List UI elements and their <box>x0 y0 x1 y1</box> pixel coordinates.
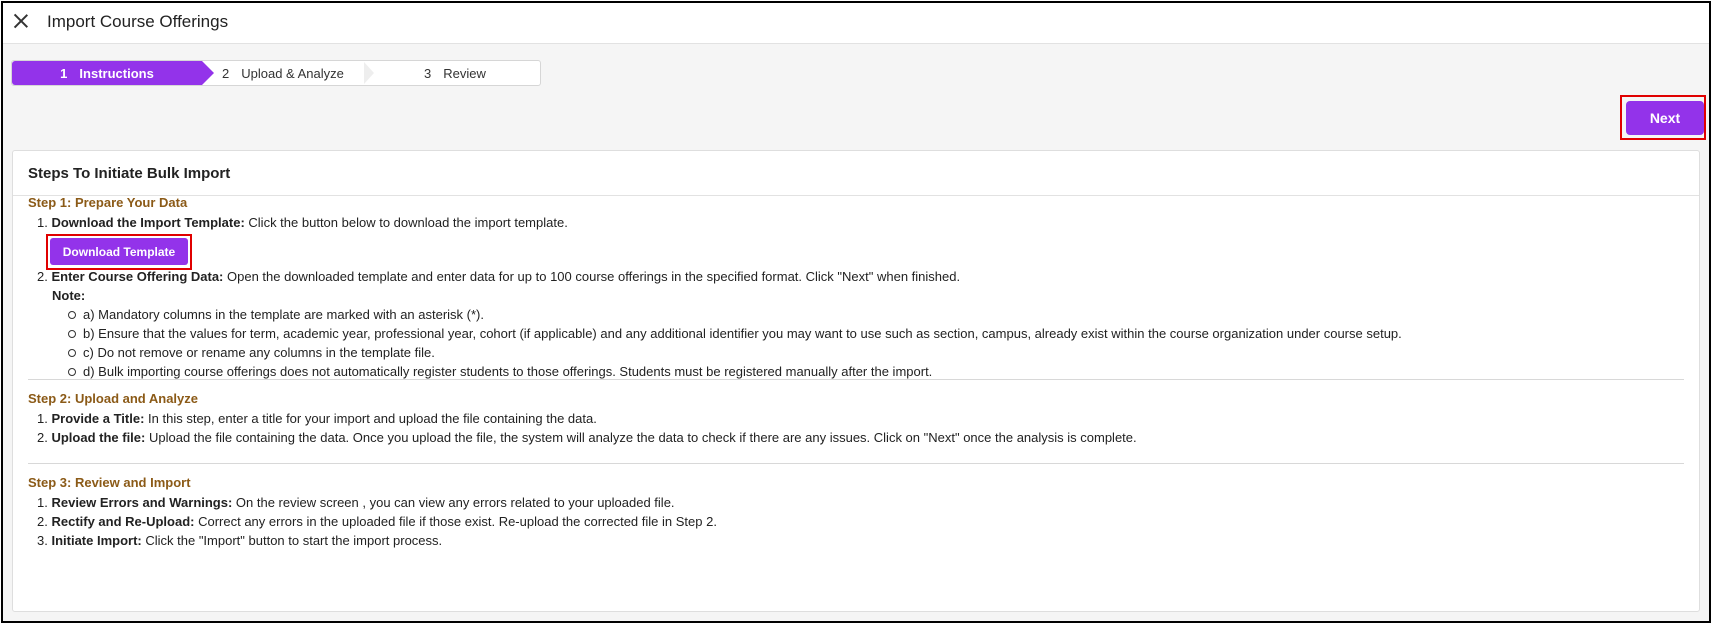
stepper-step-upload[interactable] <box>222 61 344 85</box>
download-area <box>28 232 1684 267</box>
section-divider <box>28 463 1684 464</box>
step2-section <box>28 389 1684 447</box>
item-text: In this step, enter a title for your import and upload the file containing the data. <box>144 411 597 426</box>
step-label: Instructions <box>79 65 154 81</box>
chevron-right-icon <box>364 62 374 84</box>
step1-item-2: 2. Enter Course Offering Data: Open the downloaded template and enter data for up to 100 course offerings in the specified format. Click "Next" when finished. <box>37 269 961 284</box>
note-item: a) Mandatory columns in the template are marked with an asterisk (*). <box>28 305 1684 324</box>
item-text: Correct any errors in the uploaded file if those exist. Re-upload the corrected file in Step 2. <box>194 514 717 529</box>
item-text: On the review screen , you can view any errors related to your uploaded file. <box>232 495 675 510</box>
step-number: 1 <box>60 65 68 81</box>
section-divider <box>28 379 1684 380</box>
item-bold: Upload the file: <box>51 430 146 445</box>
note-item: b) Ensure that the values for term, academic year, professional year, cohort (if applicable) and any additional identifier you may want to use such as section, campus, already exist within the course organization under course setup. <box>28 324 1684 343</box>
instructions-card <box>12 150 1700 612</box>
item-bold: Download the Import Template: <box>51 215 245 230</box>
step-label: Review <box>443 65 486 81</box>
step2-item-2: 2. Upload the file: Upload the file containing the data. Once you upload the file, the system will analyze the data to check if there are any issues. Click on "Next" once the analysis is complete. <box>37 430 1137 445</box>
step2-title: Step 2: Upload and Analyze <box>28 391 198 406</box>
step3-item-3: 3. Initiate Import: Click the "Import" button to start the import process. <box>37 533 443 548</box>
stepper-step-review[interactable] <box>424 61 486 85</box>
dialog-title: Import Course Offerings <box>47 12 229 31</box>
item-bold: Initiate Import: <box>51 533 142 548</box>
item-text: Upload the file containing the data. Once you upload the file, the system will analyze the data to check if there are any issues. Click on "Next" once the analysis is complete. <box>145 430 1137 445</box>
title-bar <box>3 3 1709 44</box>
next-button[interactable]: Next <box>1626 101 1704 135</box>
step2-item-1: 1. Provide a Title: In this step, enter a title for your import and upload the file containing the data. <box>37 411 597 426</box>
item-bold: Enter Course Offering Data: <box>51 269 224 284</box>
close-icon[interactable] <box>13 13 29 29</box>
step-number: 3 <box>424 65 432 81</box>
step1-item-1: 1. Download the Import Template: Click the button below to download the import template. <box>37 215 568 230</box>
step3-section <box>28 473 1684 550</box>
step3-title: Step 3: Review and Import <box>28 475 191 490</box>
download-template-button[interactable]: Download Template <box>50 238 188 265</box>
note-item: d) Bulk importing course offerings does not automatically register students to those offerings. Students must be registered manually after the import. <box>28 362 1684 381</box>
item-text: Click the "Import" button to start the import process. <box>141 533 443 548</box>
step-number: 2 <box>222 65 230 81</box>
note-item: c) Do not remove or rename any columns in the template file. <box>28 343 1684 362</box>
item-text: Open the downloaded template and enter data for up to 100 course offerings in the specified format. Click "Next" when finished. <box>223 269 961 284</box>
wizard-stepper <box>11 60 541 86</box>
card-title: Steps To Initiate Bulk Import <box>13 151 1699 196</box>
step1-title: Step 1: Prepare Your Data <box>28 195 188 210</box>
item-bold: Rectify and Re-Upload: <box>51 514 195 529</box>
step1-section <box>28 193 1684 381</box>
step-label: Upload & Analyze <box>241 65 344 81</box>
item-text: Click the button below to download the import template. <box>244 215 568 230</box>
import-dialog <box>1 1 1711 623</box>
stepper-step-instructions[interactable] <box>12 61 202 85</box>
item-bold: Provide a Title: <box>51 411 145 426</box>
step3-item-1: 1. Review Errors and Warnings: On the review screen , you can view any errors related to your uploaded file. <box>37 495 675 510</box>
item-bold: Review Errors and Warnings: <box>51 495 233 510</box>
step3-item-2: 2. Rectify and Re-Upload: Correct any errors in the uploaded file if those exist. Re-upload the corrected file in Step 2. <box>37 514 717 529</box>
note-label: Note: <box>52 288 86 303</box>
